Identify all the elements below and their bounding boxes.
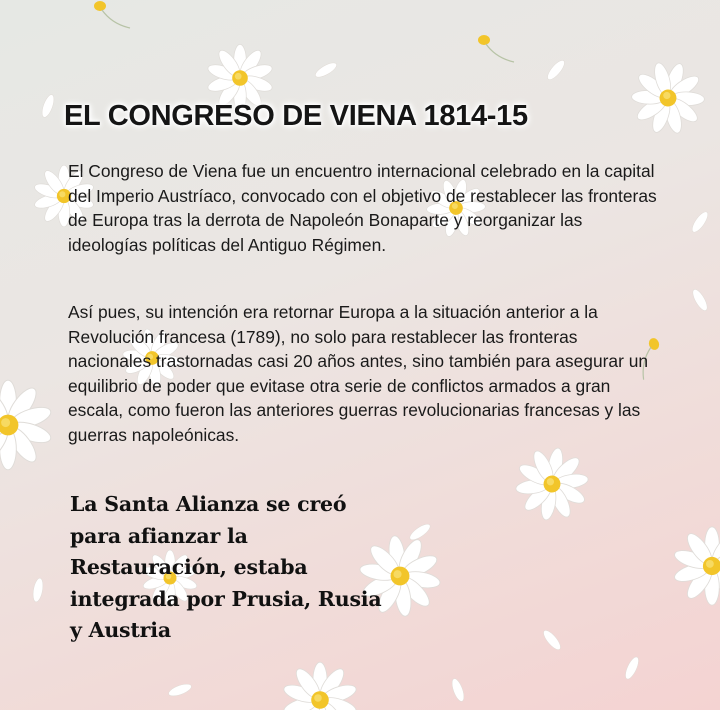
- petal-icon: [545, 58, 567, 82]
- petal-icon: [541, 628, 563, 652]
- body-paragraph: Así pues, su intención era retornar Europa a la situación anterior a la Revolución francesa (1789), no solo para restablecer las fronteras nacionales trastornadas casi 20 años antes, sino también para asegurar un equilibrio de poder que evitase otra serie de conflictos armados a gran escala, como fueron las anteriores guerras revolucionarias francesas y las guerras napoleónicas.: [68, 302, 649, 445]
- petal-icon: [623, 655, 641, 681]
- daisy-flower-icon: [0, 380, 53, 470]
- petal-icon: [31, 577, 44, 602]
- petal-icon: [167, 682, 193, 699]
- daisy-flower-icon: [282, 662, 358, 710]
- daisy-flower-icon: [510, 442, 595, 526]
- petal-icon: [408, 521, 433, 542]
- petal-icon: [450, 677, 467, 703]
- page-title: EL CONGRESO DE VIENA 1814-15: [64, 100, 528, 132]
- intro-paragraph: El Congreso de Viena fue un encuentro internacional celebrado en la capital del Imperio Austríaco, convocado con el objetivo de restablecer las fronteras de Europa tras la derrota de Napoleón Bonaparte y reorganizar las ideologías políticas del Antiguo Régimen.: [68, 161, 657, 255]
- petal-icon: [689, 210, 710, 235]
- flower-bud-icon: [478, 35, 514, 62]
- petal-icon: [40, 93, 57, 119]
- santa-alianza-note: La Santa Alianza se creó para afianzar la Restauración, estaba integrada por Prusia, Rusia y Austria: [70, 492, 382, 642]
- petal-icon: [313, 60, 338, 80]
- flower-bud-icon: [94, 1, 130, 28]
- petal-icon: [690, 287, 710, 312]
- daisy-flower-icon: [672, 527, 720, 605]
